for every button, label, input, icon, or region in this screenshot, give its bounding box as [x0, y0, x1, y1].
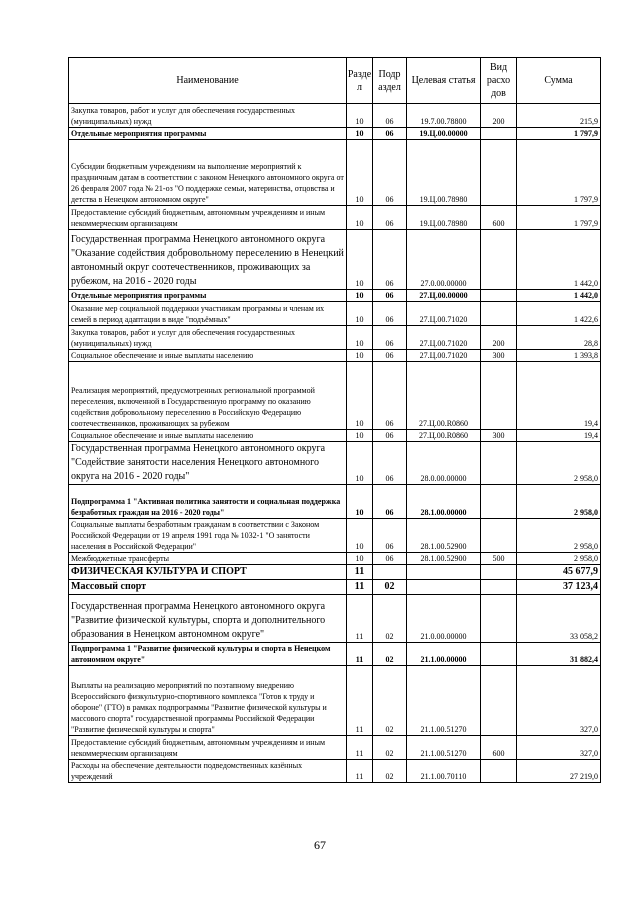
- row-section: 11: [347, 736, 373, 760]
- row-expense-kind: [481, 230, 517, 290]
- row-sum: 1 797,9: [517, 206, 601, 230]
- row-section: 10: [347, 230, 373, 290]
- row-subsection: 06: [373, 128, 407, 140]
- table-row: [69, 350, 601, 362]
- row-expense-kind: [481, 442, 517, 485]
- row-target-article: [407, 565, 481, 580]
- row-name: Закупка товаров, работ и услуг для обеспечения государственных (муниципальных) нужд: [69, 326, 347, 350]
- row-sum: 2 958,0: [517, 442, 601, 485]
- row-target-article: 21.1.00.00000: [407, 643, 481, 666]
- table-row: [69, 595, 601, 643]
- table-row: [69, 553, 601, 565]
- header-section: Разде л: [347, 58, 373, 104]
- row-sum: 28,8: [517, 326, 601, 350]
- table-row: [69, 140, 601, 206]
- row-section: 10: [347, 362, 373, 430]
- row-sum: 19,4: [517, 430, 601, 442]
- row-subsection: 06: [373, 206, 407, 230]
- row-section: 10: [347, 302, 373, 326]
- row-target-article: 28.0.00.00000: [407, 442, 481, 485]
- header-subsection: Подр аздел: [373, 58, 407, 104]
- row-sum: 2 958,0: [517, 485, 601, 519]
- row-subsection: 06: [373, 350, 407, 362]
- row-target-article: 27.Ц.00.R0860: [407, 362, 481, 430]
- row-sum: 1 797,9: [517, 140, 601, 206]
- table-row: [69, 485, 601, 519]
- row-target-article: 28.1.00.52900: [407, 553, 481, 565]
- row-subsection: 06: [373, 553, 407, 565]
- row-section: 10: [347, 290, 373, 302]
- row-subsection: 02: [373, 580, 407, 595]
- row-name: Отдельные мероприятия программы: [69, 128, 347, 140]
- row-name: Реализация мероприятий, предусмотренных региональной программой переселения, включенной в Государственную программу по оказанию содействия добровольному переселению в Российскую Федерацию соотечественников, проживающих за рубежом: [69, 362, 347, 430]
- row-section: 10: [347, 206, 373, 230]
- budget-table: [68, 57, 601, 783]
- row-expense-kind: 300: [481, 350, 517, 362]
- row-name: ФИЗИЧЕСКАЯ КУЛЬТУРА И СПОРТ: [69, 565, 347, 580]
- row-sum: 2 958,0: [517, 553, 601, 565]
- row-expense-kind: [481, 362, 517, 430]
- row-target-article: 19.Ц.00.78980: [407, 206, 481, 230]
- row-subsection: 02: [373, 595, 407, 643]
- row-name: Государственная программа Ненецкого автономного округа "Оказание содействия добровольному переселению в Ненецкий автономный округ соотечественников, проживающих за рубежом, на 2016 - 2020 годы: [69, 230, 347, 290]
- row-name: Оказание мер социальной поддержки участникам программы и членам их семей в период адаптации в виде "подъёмных": [69, 302, 347, 326]
- row-subsection: 02: [373, 643, 407, 666]
- row-name: Массовый спорт: [69, 580, 347, 595]
- row-section: 10: [347, 104, 373, 128]
- table-row: [69, 760, 601, 783]
- row-sum: 327,0: [517, 666, 601, 736]
- table-row: [69, 666, 601, 736]
- row-section: 10: [347, 553, 373, 565]
- row-section: 10: [347, 128, 373, 140]
- row-expense-kind: 600: [481, 206, 517, 230]
- row-section: 11: [347, 666, 373, 736]
- row-subsection: 06: [373, 430, 407, 442]
- row-subsection: 02: [373, 666, 407, 736]
- row-subsection: 06: [373, 104, 407, 128]
- row-name: Выплаты на реализацию мероприятий по поэтапному внедрению Всероссийского физкультурно-спортивного комплекса "Готов к труду и обороне" (ГТО) в рамках подпрограммы "Развитие физической культуры и массового спорта" государственной программы Российской Федерации "Развитие физической культуры и спорта": [69, 666, 347, 736]
- row-section: 11: [347, 760, 373, 783]
- row-subsection: 06: [373, 519, 407, 553]
- row-subsection: 06: [373, 140, 407, 206]
- row-expense-kind: 200: [481, 326, 517, 350]
- table-row: [69, 442, 601, 485]
- row-section: 10: [347, 350, 373, 362]
- row-name: Социальное обеспечение и иные выплаты населению: [69, 350, 347, 362]
- header-name: Наименование: [69, 58, 347, 104]
- row-name: Государственная программа Ненецкого автономного округа "Содействие занятости населения Ненецкого автономного округа на 2016 - 2020 годы": [69, 442, 347, 485]
- row-sum: 1 422,6: [517, 302, 601, 326]
- row-sum: 1 442,0: [517, 230, 601, 290]
- row-expense-kind: [481, 485, 517, 519]
- row-subsection: 06: [373, 302, 407, 326]
- table-row: [69, 326, 601, 350]
- table-row: [69, 580, 601, 595]
- table-body: [69, 104, 601, 783]
- row-sum: 37 123,4: [517, 580, 601, 595]
- page-number: 67: [314, 838, 326, 852]
- row-target-article: 27.0.00.00000: [407, 230, 481, 290]
- row-expense-kind: [481, 290, 517, 302]
- table-header-row: [69, 58, 601, 104]
- row-target-article: [407, 580, 481, 595]
- row-name: Субсидии бюджетным учреждениям на выполнение мероприятий к праздничным датам в соответствии с законом Ненецкого автономного округа от 26 февраля 2007 года № 21-оз "О поддержке семьи, материнства, отцовства и детства в Ненецком автономном округе": [69, 140, 347, 206]
- row-name: Подпрограмма 1 "Развитие физической культуры и спорта в Ненецком автономном округе": [69, 643, 347, 666]
- row-name: Подпрограмма 1 "Активная политика занятости и социальная поддержка безработных граждан на 2016 - 2020 годы": [69, 485, 347, 519]
- row-name: Социальное обеспечение и иные выплаты населению: [69, 430, 347, 442]
- row-expense-kind: 500: [481, 553, 517, 565]
- row-expense-kind: [481, 128, 517, 140]
- row-expense-kind: [481, 760, 517, 783]
- row-target-article: 21.1.00.51270: [407, 666, 481, 736]
- row-subsection: 06: [373, 485, 407, 519]
- row-target-article: 21.0.00.00000: [407, 595, 481, 643]
- table-row: [69, 430, 601, 442]
- row-section: 10: [347, 519, 373, 553]
- row-expense-kind: [481, 643, 517, 666]
- row-section: 11: [347, 643, 373, 666]
- row-target-article: 27.Ц.00.00000: [407, 290, 481, 302]
- table-row: [69, 643, 601, 666]
- table-row: [69, 519, 601, 553]
- row-section: 11: [347, 565, 373, 580]
- table-row: [69, 206, 601, 230]
- row-expense-kind: [481, 302, 517, 326]
- row-sum: 2 958,0: [517, 519, 601, 553]
- row-expense-kind: 200: [481, 104, 517, 128]
- row-target-article: 19.7.00.78800: [407, 104, 481, 128]
- row-target-article: 21.1.00.70110: [407, 760, 481, 783]
- header-target-article: Целевая статья: [407, 58, 481, 104]
- row-name: Межбюджетные трансферты: [69, 553, 347, 565]
- row-sum: 327,0: [517, 736, 601, 760]
- row-subsection: 06: [373, 290, 407, 302]
- row-target-article: 21.1.00.51270: [407, 736, 481, 760]
- row-subsection: [373, 565, 407, 580]
- table-row: [69, 104, 601, 128]
- row-name: Предоставление субсидий бюджетным, автономным учреждениям и иным некоммерческим организациям: [69, 736, 347, 760]
- row-target-article: 27.Ц.00.71020: [407, 302, 481, 326]
- row-subsection: 06: [373, 442, 407, 485]
- table-row: [69, 230, 601, 290]
- row-subsection: 06: [373, 362, 407, 430]
- row-sum: 1 797,9: [517, 128, 601, 140]
- row-expense-kind: [481, 580, 517, 595]
- row-sum: 19,4: [517, 362, 601, 430]
- row-name: Закупка товаров, работ и услуг для обеспечения государственных (муниципальных) нужд: [69, 104, 347, 128]
- row-target-article: 27.Ц.00.71020: [407, 350, 481, 362]
- row-section: 11: [347, 580, 373, 595]
- row-target-article: 28.1.00.52900: [407, 519, 481, 553]
- row-name: Предоставление субсидий бюджетным, автономным учреждениям и иным некоммерческим организациям: [69, 206, 347, 230]
- row-sum: 31 882,4: [517, 643, 601, 666]
- row-sum: 1 393,8: [517, 350, 601, 362]
- row-section: 10: [347, 430, 373, 442]
- row-expense-kind: [481, 595, 517, 643]
- row-target-article: 27.Ц.00.71020: [407, 326, 481, 350]
- row-target-article: 27.Ц.00.R0860: [407, 430, 481, 442]
- row-section: 11: [347, 595, 373, 643]
- row-sum: 215,9: [517, 104, 601, 128]
- row-subsection: 02: [373, 760, 407, 783]
- table-row: [69, 736, 601, 760]
- table-row: [69, 362, 601, 430]
- table-row: [69, 565, 601, 580]
- table-row: [69, 290, 601, 302]
- header-sum: Сумма: [517, 58, 601, 104]
- row-section: 10: [347, 485, 373, 519]
- row-section: 10: [347, 140, 373, 206]
- row-expense-kind: [481, 140, 517, 206]
- row-name: Отдельные мероприятия программы: [69, 290, 347, 302]
- row-name: Государственная программа Ненецкого автономного округа "Развитие физической культуры, спорта и дополнительного образования в Ненецком автономном округе": [69, 595, 347, 643]
- row-expense-kind: 600: [481, 736, 517, 760]
- row-subsection: 06: [373, 230, 407, 290]
- row-target-article: 28.1.00.00000: [407, 485, 481, 519]
- row-subsection: 02: [373, 736, 407, 760]
- row-sum: 45 677,9: [517, 565, 601, 580]
- row-name: Расходы на обеспечение деятельности подведомственных казённых учреждений: [69, 760, 347, 783]
- row-expense-kind: [481, 666, 517, 736]
- table-row: [69, 302, 601, 326]
- row-name: Социальные выплаты безработным гражданам в соответствии с Законом Российской Федерации от 19 апреля 1991 года № 1032-1 "О занятости населения в Российской Федерации": [69, 519, 347, 553]
- row-section: 10: [347, 442, 373, 485]
- row-expense-kind: 300: [481, 430, 517, 442]
- row-target-article: 19.Ц.00.00000: [407, 128, 481, 140]
- table-row: [69, 128, 601, 140]
- row-expense-kind: [481, 519, 517, 553]
- row-sum: 33 058,2: [517, 595, 601, 643]
- header-expense-kind: Вид расхо дов: [481, 58, 517, 104]
- row-expense-kind: [481, 565, 517, 580]
- row-section: 10: [347, 326, 373, 350]
- row-subsection: 06: [373, 326, 407, 350]
- row-sum: 27 219,0: [517, 760, 601, 783]
- row-sum: 1 442,0: [517, 290, 601, 302]
- row-target-article: 19.Ц.00.78980: [407, 140, 481, 206]
